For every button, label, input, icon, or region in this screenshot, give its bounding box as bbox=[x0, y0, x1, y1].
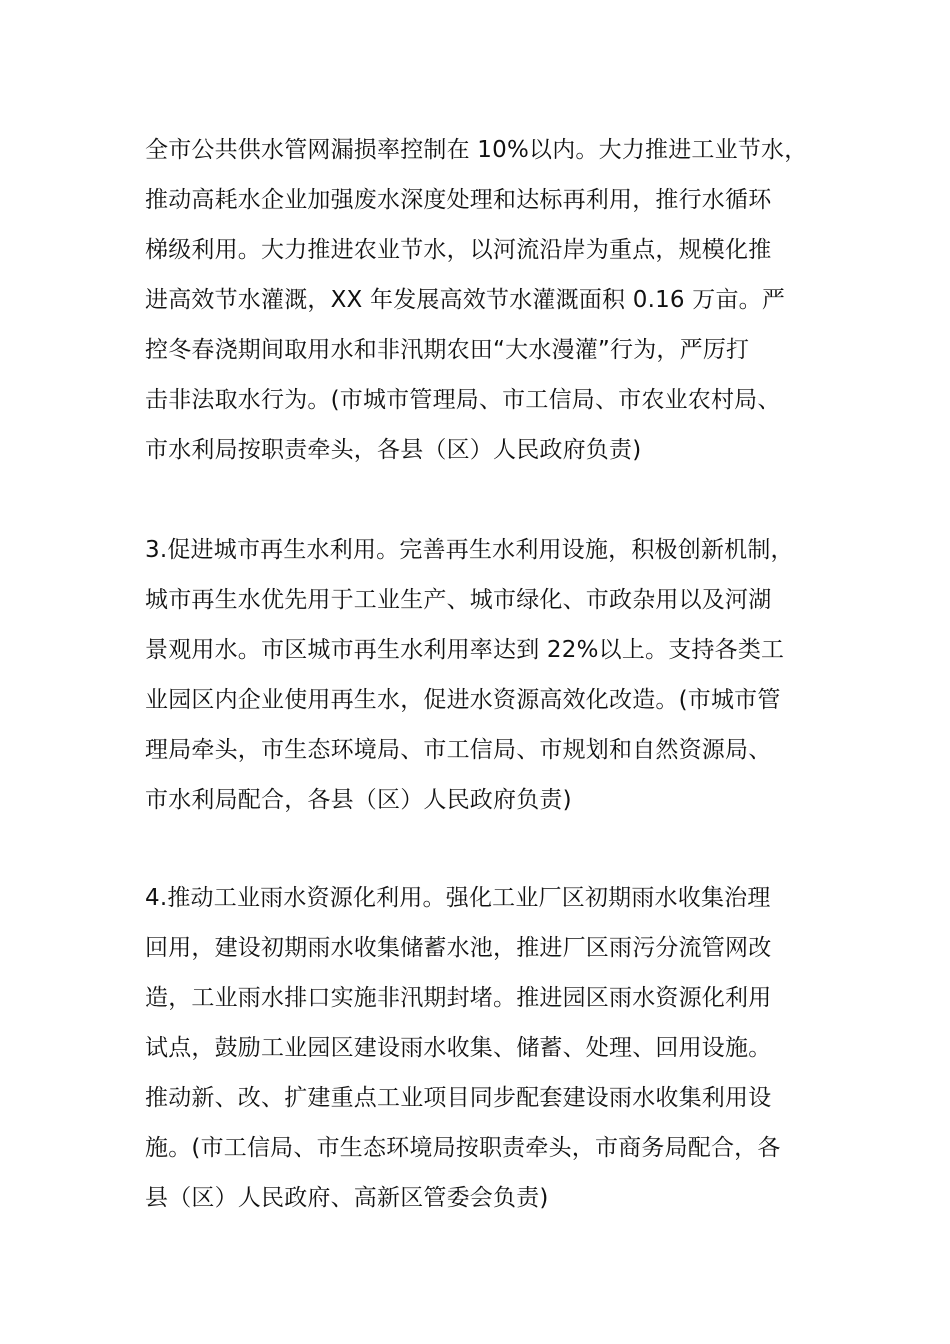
text-line: 击非法取水行为。(市城市管理局、市工信局、市农业农村局、 bbox=[145, 387, 781, 413]
text-line: 推动新、改、扩建重点工业项目同步配套建设雨水收集利用设 bbox=[145, 1085, 772, 1111]
text-line: 业园区内企业使用再生水，促进水资源高效化改造。(市城市管 bbox=[145, 687, 781, 713]
text-line: 推动高耗水企业加强废水深度处理和达标再利用，推行水循环 bbox=[145, 187, 772, 213]
text-line: 施。(市工信局、市生态环境局按职责牵头，市商务局配合，各 bbox=[145, 1135, 781, 1161]
text-line: 市水利局按职责牵头，各县（区）人民政府负责) bbox=[145, 437, 642, 463]
text-line: 全市公共供水管网漏损率控制在 10%以内。大力推进工业节水， bbox=[145, 137, 808, 163]
text-line: 进高效节水灌溉，XX 年发展高效节水灌溉面积 0.16 万亩。严 bbox=[145, 287, 786, 313]
text-line: 城市再生水优先用于工业生产、城市绿化、市政杂用以及河湖 bbox=[145, 587, 772, 613]
text-line: 理局牵头，市生态环境局、市工信局、市规划和自然资源局、 bbox=[145, 737, 772, 763]
text-line: 造，工业雨水排口实施非汛期封堵。推进园区雨水资源化利用 bbox=[145, 985, 772, 1011]
text-line: 3.促进城市再生水利用。完善再生水利用设施，积极创新机制， bbox=[145, 537, 794, 563]
text-line: 县（区）人民政府、高新区管委会负责) bbox=[145, 1185, 549, 1211]
text-line: 试点，鼓励工业园区建设雨水收集、储蓄、处理、回用设施。 bbox=[145, 1035, 772, 1061]
text-line: 回用，建设初期雨水收集储蓄水池，推进厂区雨污分流管网改 bbox=[145, 935, 772, 961]
text-line: 梯级利用。大力推进农业节水，以河流沿岸为重点，规模化推 bbox=[145, 237, 772, 263]
text-line: 4.推动工业雨水资源化利用。强化工业厂区初期雨水收集治理 bbox=[145, 885, 771, 911]
text-line: 景观用水。市区城市再生水利用率达到 22%以上。支持各类工 bbox=[145, 637, 785, 663]
text-line: 控冬春浇期间取用水和非汛期农田“大水漫灌”行为，严厉打 bbox=[145, 337, 750, 363]
text-line: 市水利局配合，各县（区）人民政府负责) bbox=[145, 787, 572, 813]
